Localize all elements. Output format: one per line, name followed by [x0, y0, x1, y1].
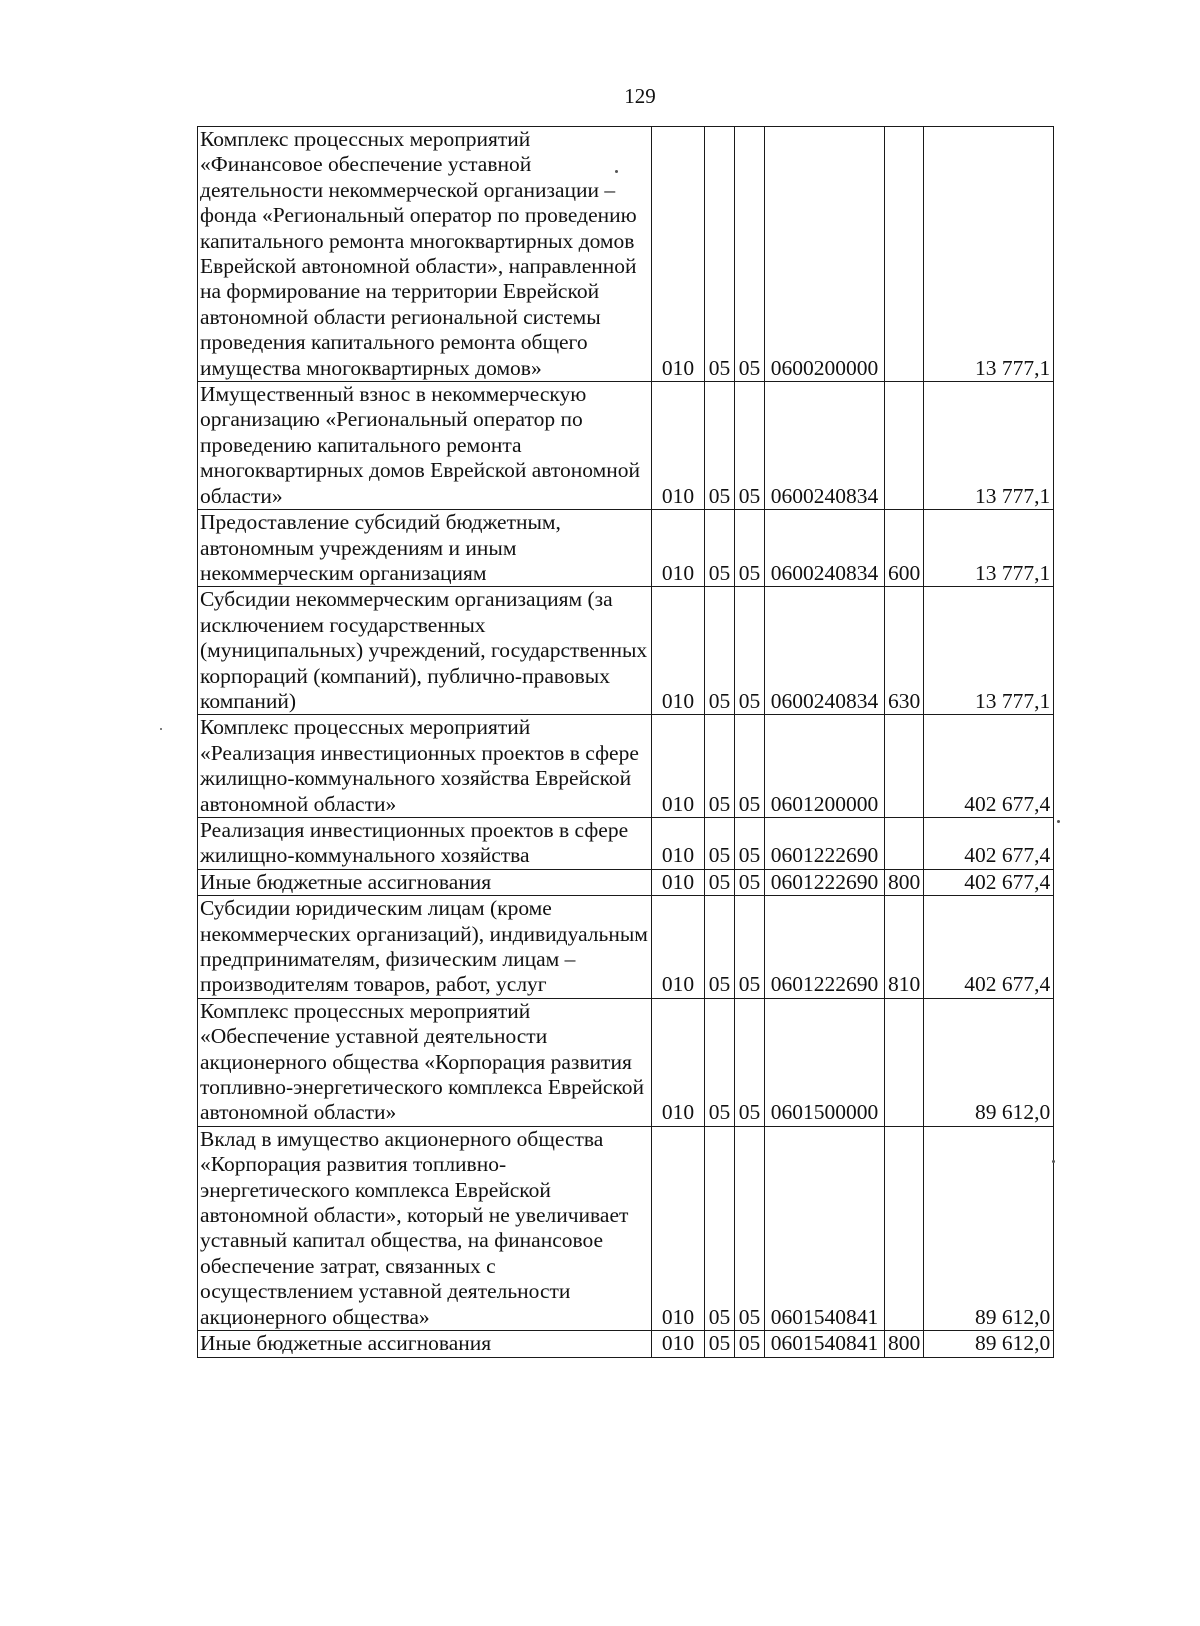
expense-type-code: 630 — [885, 587, 924, 715]
admin-code: 010 — [652, 587, 705, 715]
amount: 13 777,1 — [924, 587, 1054, 715]
expense-type-code — [885, 715, 924, 818]
target-item-code: 0600240834 — [765, 587, 885, 715]
table-row — [198, 127, 1054, 382]
subsection-code: 05 — [735, 510, 765, 587]
amount: 89 612,0 — [924, 1331, 1054, 1357]
section-code: 05 — [705, 1126, 735, 1330]
target-item-code: 0601200000 — [765, 715, 885, 818]
admin-code: 010 — [652, 817, 705, 869]
amount: 402 677,4 — [924, 817, 1054, 869]
amount: 89 612,0 — [924, 998, 1054, 1126]
expense-type-code: 800 — [885, 869, 924, 895]
table-row — [198, 817, 1054, 869]
section-code: 05 — [705, 715, 735, 818]
expense-type-code: 600 — [885, 510, 924, 587]
target-item-code: 0600200000 — [765, 127, 885, 382]
subsection-code: 05 — [735, 382, 765, 510]
subsection-code: 05 — [735, 715, 765, 818]
scan-speck — [1057, 820, 1060, 823]
admin-code: 010 — [652, 1126, 705, 1330]
table-row — [198, 896, 1054, 999]
admin-code: 010 — [652, 510, 705, 587]
admin-code: 010 — [652, 127, 705, 382]
section-code: 05 — [705, 587, 735, 715]
admin-code: 010 — [652, 998, 705, 1126]
table-body — [198, 127, 1054, 1358]
section-code: 05 — [705, 998, 735, 1126]
row-name: Имущественный взнос в некоммерческую организацию «Региональный оператор по проведению капитального ремонта многоквартирных домов Еврейской автономной области» — [198, 382, 652, 510]
subsection-code: 05 — [735, 587, 765, 715]
target-item-code: 0601540841 — [765, 1331, 885, 1357]
table-row — [198, 1126, 1054, 1330]
amount: 89 612,0 — [924, 1126, 1054, 1330]
amount: 13 777,1 — [924, 382, 1054, 510]
target-item-code: 0600240834 — [765, 510, 885, 587]
subsection-code: 05 — [735, 896, 765, 999]
section-code: 05 — [705, 127, 735, 382]
row-name: Иные бюджетные ассигнования — [198, 869, 652, 895]
scan-speck — [160, 728, 162, 730]
subsection-code: 05 — [735, 998, 765, 1126]
amount: 402 677,4 — [924, 869, 1054, 895]
row-name: Комплекс процессных мероприятий «Финансовое обеспечение уставной деятельности некоммерческой организации – фонда «Региональный оператор по проведению капитального ремонта многоквартирных домов Еврейской автономной области», направленной на формирование на территории Еврейской автономной области региональной системы проведения капитального ремонта общего имущества многоквартирных домов» — [198, 127, 652, 382]
admin-code: 010 — [652, 382, 705, 510]
section-code: 05 — [705, 510, 735, 587]
expense-type-code — [885, 382, 924, 510]
table-row — [198, 715, 1054, 818]
target-item-code: 0601222690 — [765, 817, 885, 869]
subsection-code: 05 — [735, 869, 765, 895]
expense-type-code: 800 — [885, 1331, 924, 1357]
target-item-code: 0600240834 — [765, 382, 885, 510]
row-name: Вклад в имущество акционерного общества «Корпорация развития топливно-энергетического комплекса Еврейской автономной области», который не увеличивает уставный капитал общества, на финансовое обеспечение затрат, связанных с осуществлением уставной деятельности акционерного общества» — [198, 1126, 652, 1330]
section-code: 05 — [705, 896, 735, 999]
subsection-code: 05 — [735, 127, 765, 382]
section-code: 05 — [705, 382, 735, 510]
expense-type-code — [885, 127, 924, 382]
amount: 13 777,1 — [924, 510, 1054, 587]
row-name: Комплекс процессных мероприятий «Обеспечение уставной деятельности акционерного общества «Корпорация развития топливно-энергетического комплекса Еврейской автономной области» — [198, 998, 652, 1126]
table-row — [198, 510, 1054, 587]
row-name: Реализация инвестиционных проектов в сфере жилищно-коммунального хозяйства — [198, 817, 652, 869]
page-number: 129 — [624, 84, 656, 108]
amount: 13 777,1 — [924, 127, 1054, 382]
target-item-code: 0601222690 — [765, 896, 885, 999]
row-name: Субсидии некоммерческим организациям (за исключением государственных (муниципальных) учреждений, государственных корпораций (компаний), публично-правовых компаний) — [198, 587, 652, 715]
row-name: Иные бюджетные ассигнования — [198, 1331, 652, 1357]
section-code: 05 — [705, 817, 735, 869]
admin-code: 010 — [652, 896, 705, 999]
admin-code: 010 — [652, 869, 705, 895]
table-row — [198, 1331, 1054, 1357]
section-code: 05 — [705, 869, 735, 895]
table-row — [198, 587, 1054, 715]
subsection-code: 05 — [735, 1331, 765, 1357]
target-item-code: 0601500000 — [765, 998, 885, 1126]
admin-code: 010 — [652, 715, 705, 818]
row-name: Субсидии юридическим лицам (кроме некоммерческих организаций), индивидуальным предпринимателям, физическим лицам – производителям товаров, работ, услуг — [198, 896, 652, 999]
expense-type-code — [885, 817, 924, 869]
target-item-code: 0601222690 — [765, 869, 885, 895]
expense-type-code — [885, 998, 924, 1126]
subsection-code: 05 — [735, 1126, 765, 1330]
admin-code: 010 — [652, 1331, 705, 1357]
section-code: 05 — [705, 1331, 735, 1357]
table-row — [198, 998, 1054, 1126]
subsection-code: 05 — [735, 817, 765, 869]
amount: 402 677,4 — [924, 896, 1054, 999]
target-item-code: 0601540841 — [765, 1126, 885, 1330]
scan-speck — [1052, 1160, 1055, 1163]
expense-type-code — [885, 1126, 924, 1330]
scan-speck — [615, 170, 618, 173]
row-name: Предоставление субсидий бюджетным, автономным учреждениям и иным некоммерческим организациям — [198, 510, 652, 587]
table-row — [198, 869, 1054, 895]
row-name: Комплекс процессных мероприятий «Реализация инвестиционных проектов в сфере жилищно-коммунального хозяйства Еврейской автономной области» — [198, 715, 652, 818]
budget-table — [197, 126, 1054, 1358]
amount: 402 677,4 — [924, 715, 1054, 818]
expense-type-code: 810 — [885, 896, 924, 999]
table-row — [198, 382, 1054, 510]
